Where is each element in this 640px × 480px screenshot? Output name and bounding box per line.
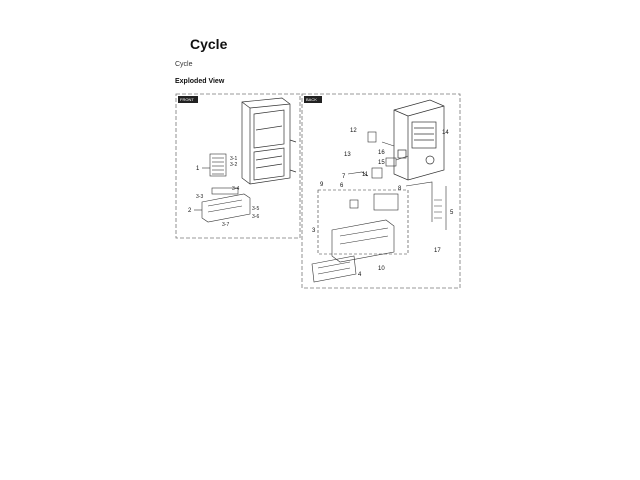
part-label: 1: [196, 166, 200, 172]
exploded-view-diagram: [172, 90, 462, 290]
part-label: 11: [362, 172, 369, 178]
right-panel: [302, 94, 460, 288]
compressor-box: [318, 190, 408, 262]
part-label: 12: [350, 128, 357, 134]
back-cover-part: [312, 256, 356, 282]
part-label: 2: [188, 208, 192, 214]
part-label: 4: [358, 272, 362, 278]
part-label: 3-3: [196, 194, 204, 200]
page-title: Cycle: [190, 36, 228, 52]
part-label: 3-6: [252, 214, 260, 220]
part-label: 3-1: [230, 156, 238, 162]
part-label: 15: [378, 160, 385, 166]
vent-grille-part: [202, 154, 226, 176]
part-label: 5: [450, 210, 454, 216]
part-label: 3-2: [230, 162, 238, 168]
part-label: 14: [442, 130, 449, 136]
page-subtitle: Cycle: [175, 61, 193, 68]
part-label: 7: [342, 174, 346, 180]
cabinet-back: [394, 100, 444, 180]
part-label: 3-7: [222, 222, 230, 228]
bracket-parts: [434, 200, 442, 218]
part-label: 17: [434, 248, 441, 254]
part-label: 16: [378, 150, 385, 156]
part-label: 9: [320, 182, 324, 188]
left-panel: [176, 94, 300, 238]
part-label: 10: [378, 266, 385, 272]
small-parts: [348, 132, 446, 230]
part-label: 3-4: [232, 186, 240, 192]
cabinet-front: [242, 98, 296, 184]
part-label: 8: [398, 186, 402, 192]
part-label: 13: [344, 152, 351, 158]
part-label: 3-5: [252, 206, 260, 212]
section-heading: Exploded View: [175, 78, 225, 85]
left-panel-tag: FRONT: [180, 97, 194, 102]
right-panel-tag: BACK: [306, 97, 317, 102]
part-label: 3: [312, 228, 316, 234]
part-label: 6: [340, 183, 344, 189]
